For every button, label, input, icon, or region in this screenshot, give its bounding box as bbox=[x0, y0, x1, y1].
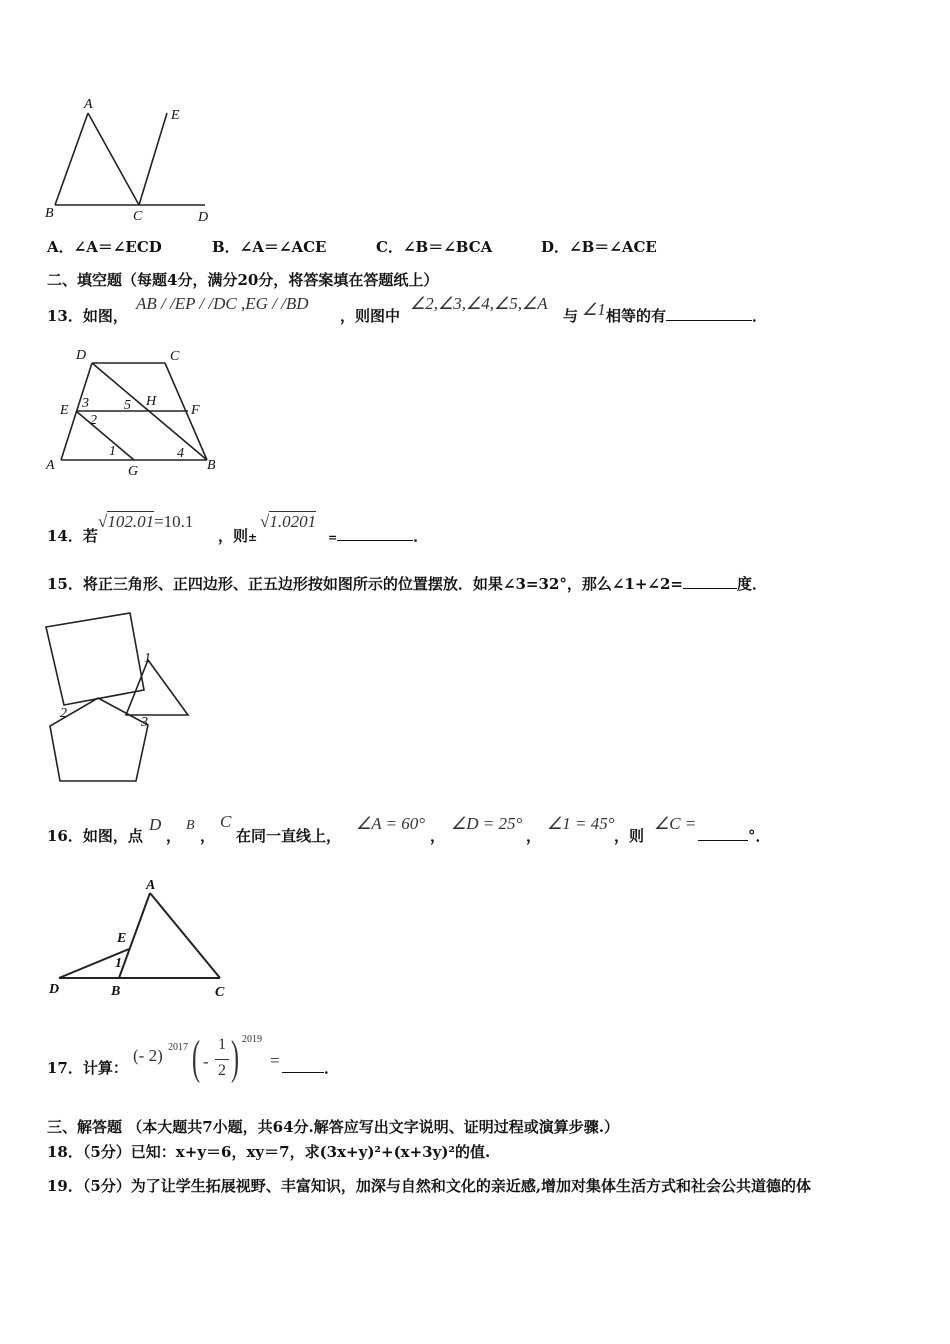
q17-prefix: 计算： bbox=[82, 1059, 128, 1077]
q16-comma3: ， bbox=[430, 827, 446, 845]
q17-answer-blank[interactable] bbox=[282, 1058, 324, 1073]
fig16-label-D: D bbox=[49, 982, 60, 997]
q12-option-a bbox=[47, 236, 162, 257]
q14-root2: √1.0201 bbox=[260, 512, 317, 531]
q16-comma2: ， bbox=[200, 827, 216, 845]
q16-angle-1: ∠1 = 45° bbox=[547, 814, 615, 833]
fig13-label-C: C bbox=[170, 349, 180, 364]
q14-radicand2: 1.0201 bbox=[269, 512, 317, 531]
q19-text: 19．（5分）为了让学生拓展视野、丰富知识，加深与自然和文化的亲近感,增加对集体生活方式和社会公共道德的体 bbox=[47, 1177, 812, 1195]
option-key: B． bbox=[212, 238, 240, 256]
q15-suffix: 度． bbox=[736, 575, 767, 593]
fig15-label-1: 1 bbox=[144, 651, 151, 666]
q13-prefix: 如图， bbox=[82, 307, 128, 325]
q17-answer bbox=[282, 1058, 339, 1078]
fig16-label-E: E bbox=[117, 931, 127, 946]
q15-answer-blank[interactable] bbox=[683, 574, 737, 589]
fig16-label-C: C bbox=[215, 985, 225, 1000]
q12-figure bbox=[40, 95, 220, 230]
q14-mid-text: ，则 bbox=[218, 527, 249, 545]
q17-exp1: 2017 bbox=[168, 1042, 188, 1053]
q17-base1: (- 2) bbox=[133, 1046, 163, 1065]
q17-paren-left: ( bbox=[192, 1031, 200, 1084]
q13-condition: AB / /EP / /DC ,EG / /BD bbox=[136, 294, 309, 313]
option-text: ∠A＝∠ACE bbox=[239, 238, 327, 256]
fig12-label-A: A bbox=[84, 97, 93, 112]
fig13-label-E: E bbox=[60, 403, 69, 418]
q14-answer-blank[interactable] bbox=[337, 526, 413, 541]
fig13-label-2: 2 bbox=[90, 413, 97, 428]
q16-angle-c: ∠C = bbox=[654, 814, 697, 833]
fig13-label-D: D bbox=[76, 348, 87, 363]
q17-den: 2 bbox=[218, 1062, 226, 1079]
q17-start bbox=[47, 1058, 128, 1078]
q14-eq2: = bbox=[328, 531, 338, 544]
q16-point-b: B bbox=[186, 818, 195, 833]
q17-exp2: 2019 bbox=[242, 1034, 262, 1045]
section2-heading: 二、填空题（每题4分，满分20分，将答案填在答题纸上） bbox=[47, 271, 439, 289]
fig16-label-B: B bbox=[111, 984, 121, 999]
fig16-label-A: A bbox=[146, 878, 156, 893]
option-text: ∠B＝∠ACE bbox=[569, 238, 657, 256]
q14-prefix: 若 bbox=[82, 527, 98, 545]
q16-answer-blank[interactable] bbox=[698, 826, 748, 841]
q16-angle-d: ∠D = 25° bbox=[451, 814, 523, 833]
q16-point-c: C bbox=[220, 812, 232, 831]
q14-number: 14． bbox=[47, 527, 83, 545]
fig13-label-G: G bbox=[128, 464, 139, 479]
q12-option-d bbox=[541, 236, 657, 257]
q16-point-d: D bbox=[149, 815, 162, 834]
q15-stem bbox=[47, 574, 767, 594]
q16-answer bbox=[698, 826, 771, 846]
q13-suffix: 相等的有 bbox=[606, 307, 667, 325]
q13-figure bbox=[40, 345, 230, 480]
fig13-label-5: 5 bbox=[124, 398, 131, 413]
q18-text: 18．（5分）已知：x+y＝6，xy＝7，求(3x+y)²+(x+3y)²的值. bbox=[47, 1143, 491, 1161]
q14-pm: ± bbox=[248, 531, 258, 544]
q16-prefix: 如图，点 bbox=[82, 827, 143, 845]
q16-mid: 在同一直线上， bbox=[236, 827, 342, 845]
fig12-label-C: C bbox=[133, 209, 143, 224]
fig12-label-E: E bbox=[171, 108, 180, 123]
q13-angles: ∠2,∠3,∠4,∠5,∠A bbox=[410, 294, 548, 313]
q14-end: ． bbox=[413, 527, 429, 545]
fig13-label-F: F bbox=[191, 403, 200, 418]
fig13-label-A: A bbox=[46, 458, 55, 473]
q17-frac-bar bbox=[215, 1059, 229, 1060]
q17-num: 1 bbox=[218, 1036, 226, 1053]
q16-figure bbox=[45, 875, 245, 1005]
q15-text: 将正三角形、正四边形、正五边形按如图所示的位置摆放．如果∠3=32°，那么∠1+∠2= bbox=[82, 575, 683, 593]
fig13-label-4: 4 bbox=[177, 446, 184, 461]
q16-comma1: ， bbox=[166, 827, 182, 845]
q14-answer bbox=[328, 526, 428, 548]
q17-paren-right: ) bbox=[231, 1031, 239, 1084]
fig15-label-2: 2 bbox=[60, 706, 67, 721]
q16-comma4: ， bbox=[526, 827, 542, 845]
q17-minus: - bbox=[203, 1052, 209, 1071]
fig16-label-1: 1 bbox=[115, 956, 122, 971]
section3-heading: 三、解答题 （本大题共7小题，共64分.解答应写出文字说明、证明过程或演算步骤.） bbox=[47, 1118, 619, 1136]
q16-then: ，则 bbox=[614, 827, 645, 845]
q16-suffix: °． bbox=[748, 827, 771, 845]
option-text: ∠A＝∠ECD bbox=[73, 238, 162, 256]
q13-mid: ，则图中 bbox=[340, 307, 401, 325]
q13-stem bbox=[47, 306, 128, 326]
q12-option-b bbox=[212, 236, 326, 257]
option-key: A． bbox=[47, 238, 74, 256]
q14-mid bbox=[218, 526, 257, 548]
q15-figure bbox=[40, 605, 200, 790]
fig13-label-H: H bbox=[146, 394, 157, 409]
option-key: C． bbox=[376, 238, 403, 256]
q14-radicand1: 102.01 bbox=[107, 512, 155, 531]
q17-eq: = bbox=[270, 1051, 280, 1070]
q14-start bbox=[47, 526, 98, 546]
q14-eq: =10.1 bbox=[154, 512, 194, 531]
q17-number: 17． bbox=[47, 1059, 83, 1077]
q15-number: 15． bbox=[47, 575, 83, 593]
q12-option-c bbox=[376, 236, 492, 257]
q13-suffix-line bbox=[606, 306, 767, 326]
fig12-label-D: D bbox=[198, 210, 209, 225]
fig15-label-3: 3 bbox=[141, 715, 148, 730]
option-text: ∠B＝∠BCA bbox=[402, 238, 493, 256]
q13-angle1: ∠1 bbox=[582, 300, 606, 319]
q16-angle-a: ∠A = 60° bbox=[356, 814, 426, 833]
fig13-label-B: B bbox=[207, 458, 216, 473]
fig13-label-3: 3 bbox=[82, 396, 89, 411]
fig13-label-1: 1 bbox=[109, 444, 116, 459]
q13-end: ． bbox=[752, 307, 768, 325]
fig12-label-B: B bbox=[45, 206, 54, 221]
q13-number: 13． bbox=[47, 307, 83, 325]
option-key: D． bbox=[541, 238, 570, 256]
q13-answer-blank[interactable] bbox=[666, 306, 752, 321]
q17-end: ． bbox=[324, 1059, 340, 1077]
q13-with: 与 bbox=[563, 307, 579, 325]
q14-root1: √102.01=10.1 bbox=[98, 512, 194, 531]
q16-start bbox=[47, 826, 143, 846]
q16-number: 16． bbox=[47, 827, 83, 845]
